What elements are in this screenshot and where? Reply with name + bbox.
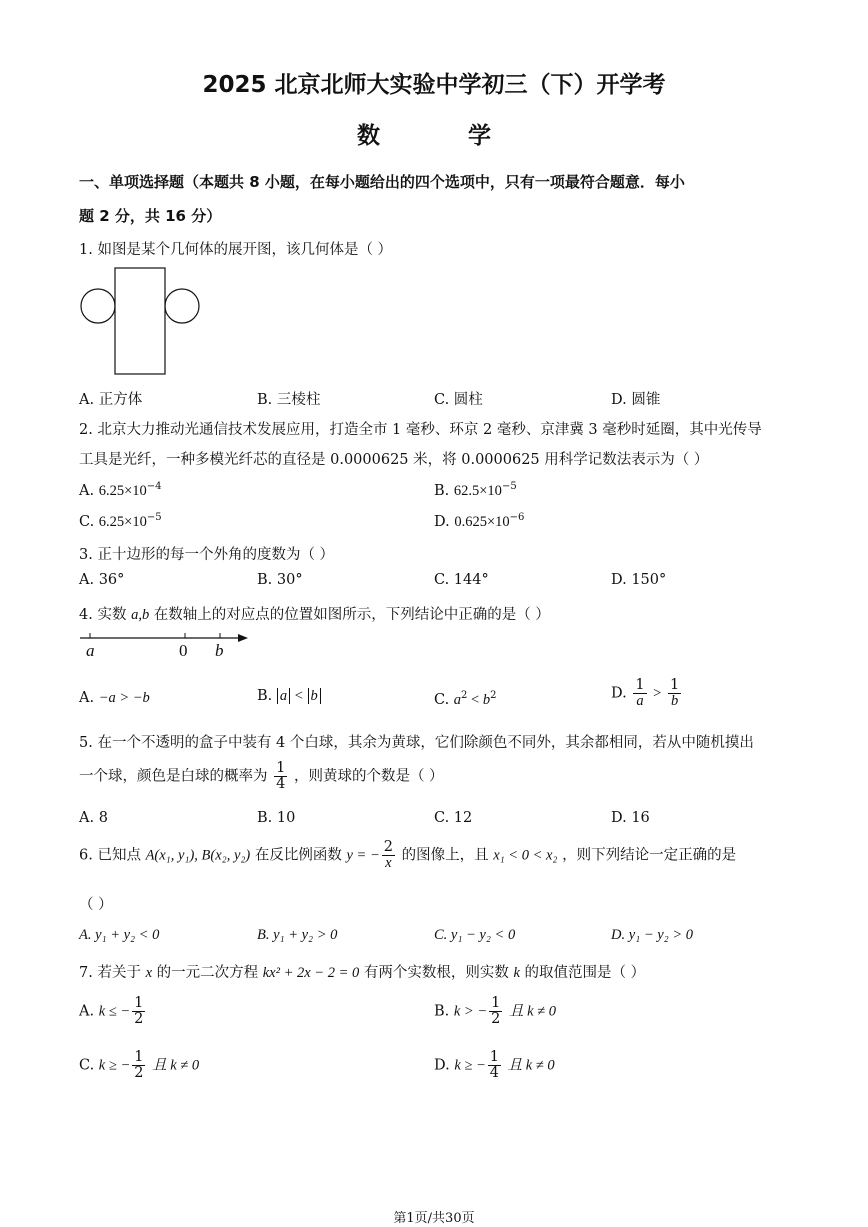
stem-text: 在数轴上的对应点的位置如图所示，下列结论中正确的是（ ） bbox=[153, 607, 550, 623]
option-base: 0.625×10 bbox=[454, 513, 510, 530]
axis-label-b: b bbox=[215, 641, 224, 660]
numerator: 2 bbox=[383, 839, 393, 855]
axis-label-zero: 0 bbox=[179, 641, 188, 660]
q1-option-d: D. 圆锥 bbox=[611, 392, 661, 408]
net-rectangle bbox=[115, 268, 165, 374]
q6-option-c: C. y₁ − y₂ < 0 bbox=[434, 927, 516, 943]
condition-expression: x₁ < 0 < x₂ bbox=[493, 847, 558, 864]
q3-option-a: A. 36° bbox=[79, 572, 125, 588]
axis-arrow bbox=[238, 634, 248, 642]
stem-text: 的取值范围是（ ） bbox=[524, 965, 646, 981]
numerator: 1 bbox=[669, 677, 680, 693]
option-label: D. bbox=[434, 513, 450, 530]
option-label: D. bbox=[611, 685, 627, 702]
fraction-1-over-b bbox=[668, 678, 681, 709]
denominator: 2 bbox=[134, 1065, 144, 1082]
stem-text: 6. 已知点 bbox=[79, 847, 141, 864]
question-3-stem: 3. 正十边形的每一个外角的度数为（ ） bbox=[79, 547, 335, 563]
q7-option-a bbox=[79, 996, 147, 1027]
q1-option-b: B. 三棱柱 bbox=[257, 392, 321, 408]
base-b: b bbox=[482, 691, 491, 708]
question-6-paren: （ ） bbox=[79, 897, 113, 913]
stem-text: 有两个实数根，则实数 bbox=[363, 965, 509, 981]
greater-than: > bbox=[653, 685, 662, 702]
denominator: 4 bbox=[276, 776, 286, 793]
question-1-stem: 1. 如图是某个几何体的展开图，该几何体是（ ） bbox=[79, 242, 393, 258]
subject-heading: 数 学 bbox=[356, 123, 531, 149]
numerator: 1 bbox=[134, 995, 144, 1011]
q1-option-c: C. 圆柱 bbox=[434, 392, 483, 408]
denominator: x bbox=[385, 855, 392, 872]
option-label: C. bbox=[79, 513, 95, 530]
q5-option-a: A. 8 bbox=[79, 810, 108, 826]
option-label: C. bbox=[79, 1057, 95, 1074]
q1-option-a: A. 正方体 bbox=[79, 392, 143, 408]
exponent: 2 bbox=[461, 690, 468, 701]
q2-option-d bbox=[434, 512, 524, 531]
option-expression: k ≤ − bbox=[98, 1003, 131, 1020]
q6-option-a: A. y₁ + y₂ < 0 bbox=[79, 927, 160, 943]
q3-option-c: C. 144° bbox=[434, 572, 489, 588]
option-label: A. bbox=[79, 690, 95, 706]
q7-option-d bbox=[434, 1050, 555, 1081]
q6-option-b: B. y₁ + y₂ > 0 bbox=[257, 927, 338, 943]
numerator: 1 bbox=[489, 1049, 499, 1065]
numerator: 1 bbox=[635, 677, 645, 693]
stem-text: 在反比例函数 bbox=[254, 847, 342, 864]
q5-option-d: D. 16 bbox=[611, 810, 650, 826]
option-exponent: −5 bbox=[501, 481, 517, 492]
q3-option-b: B. 30° bbox=[257, 572, 303, 588]
option-expression: k ≥ − bbox=[98, 1057, 131, 1074]
option-label: B. bbox=[434, 482, 450, 499]
numerator: 1 bbox=[276, 760, 286, 776]
option-label: C. bbox=[434, 691, 450, 708]
option-exponent: −6 bbox=[509, 512, 525, 523]
page-title: 2025 北京北师大实验中学初三（下）开学考 bbox=[202, 72, 666, 98]
less-than: < bbox=[294, 688, 303, 704]
stem-text: 7. 若关于 bbox=[79, 965, 141, 981]
option-expression: k > − bbox=[453, 1003, 488, 1020]
abs-b: b bbox=[308, 688, 321, 704]
stem-text: 4. 实数 bbox=[79, 607, 127, 623]
q4-option-c bbox=[434, 690, 496, 709]
q5-option-c: C. 12 bbox=[434, 810, 473, 826]
stem-text: ，则下列结论一定正确的是 bbox=[562, 847, 737, 864]
axis-label-a: a bbox=[86, 641, 95, 660]
option-base: 62.5×10 bbox=[453, 482, 502, 499]
option-expression: −a > −b bbox=[98, 690, 150, 706]
q5-option-b: B. 10 bbox=[257, 810, 296, 826]
option-exponent: −4 bbox=[146, 481, 162, 492]
option-label: B. bbox=[434, 1003, 450, 1020]
option-fraction bbox=[132, 1050, 145, 1081]
option-label: B. bbox=[257, 688, 273, 704]
denominator: a bbox=[636, 693, 644, 710]
less-than: < bbox=[467, 691, 483, 708]
question-5-line2 bbox=[79, 761, 444, 792]
question-7-stem bbox=[79, 961, 645, 982]
net-figure bbox=[78, 265, 202, 377]
section-heading-cont: 题 2 分，共 16 分） bbox=[79, 207, 222, 225]
equation: kx² + 2x − 2 = 0 bbox=[262, 965, 360, 981]
numerator: 1 bbox=[491, 995, 501, 1011]
option-fraction bbox=[132, 996, 145, 1027]
page-footer: 第1页/共30页 bbox=[393, 1211, 475, 1226]
q7-option-c bbox=[79, 1050, 199, 1081]
question-2-line1: 2. 北京大力推动光通信技术发展应用，打造全市 1 毫秒、环京 2 毫秒、京津冀 3 毫秒时延圈，其中光传导 bbox=[79, 422, 762, 438]
q2-option-b bbox=[434, 481, 517, 500]
base-a: a bbox=[453, 691, 462, 708]
option-label: A. bbox=[79, 1003, 95, 1020]
exponent: 2 bbox=[490, 690, 497, 701]
net-right-circle bbox=[165, 289, 199, 323]
option-label: A. bbox=[79, 482, 95, 499]
q2-option-a bbox=[79, 481, 162, 500]
numerator: 1 bbox=[134, 1049, 144, 1065]
function-fraction bbox=[382, 840, 395, 871]
stem-text: 的一元二次方程 bbox=[156, 965, 259, 981]
denominator: b bbox=[670, 693, 679, 710]
option-condition: 且 k ≠ 0 bbox=[152, 1057, 200, 1074]
denominator: 2 bbox=[134, 1011, 144, 1028]
question-4-stem bbox=[79, 603, 550, 624]
net-left-circle bbox=[81, 289, 115, 323]
stem-text: 的图像上，且 bbox=[401, 847, 489, 864]
variable-x: x bbox=[145, 965, 152, 981]
stem-variables: a,b bbox=[131, 607, 150, 623]
q2-option-c bbox=[79, 512, 162, 531]
question-2-line2: 工具是光纤，一种多模光纤芯的直径是 0.0000625 米，将 0.0000625 用科学记数法表示为（ ） bbox=[79, 452, 709, 468]
abs-a: a bbox=[277, 688, 290, 704]
option-fraction bbox=[489, 996, 502, 1027]
option-expression: k ≥ − bbox=[454, 1057, 486, 1074]
q4-option-a bbox=[79, 690, 150, 707]
option-exponent: −5 bbox=[146, 512, 162, 523]
variable-k: k bbox=[513, 965, 520, 981]
question-5-line1: 5. 在一个不透明的盒子中装有 4 个白球，其余为黄球，它们除颜色不同外，其余都相同，若从中随机摸出 bbox=[79, 735, 754, 751]
fraction-1-over-a bbox=[633, 678, 646, 709]
option-condition: 且 k ≠ 0 bbox=[507, 1057, 555, 1074]
q4-option-d bbox=[611, 678, 683, 709]
option-base: 6.25×10 bbox=[98, 513, 147, 530]
denominator: 4 bbox=[489, 1065, 499, 1082]
option-base: 6.25×10 bbox=[98, 482, 147, 499]
question-6-stem bbox=[79, 840, 736, 871]
q4-option-b bbox=[257, 688, 321, 705]
section-heading: 一、单项选择题（本题共 8 小题，在每小题给出的四个选项中，只有一项最符合题意．每小 bbox=[79, 173, 685, 191]
q3-option-d: D. 150° bbox=[611, 572, 667, 588]
option-fraction bbox=[488, 1050, 501, 1081]
denominator: 2 bbox=[491, 1011, 501, 1028]
option-label: D. bbox=[434, 1057, 450, 1074]
points-expression: A(x₁, y₁), B(x₂, y₂) bbox=[145, 847, 251, 864]
function-lhs: y = − bbox=[346, 847, 380, 864]
number-line bbox=[78, 630, 250, 664]
q6-option-d: D. y₁ − y₂ > 0 bbox=[611, 927, 693, 943]
stem-text: 一个球，颜色是白球的概率为 bbox=[79, 768, 268, 785]
probability-fraction bbox=[274, 761, 287, 792]
q7-option-b bbox=[434, 996, 556, 1027]
stem-text: ，则黄球的个数是（ ） bbox=[293, 768, 444, 785]
option-condition: 且 k ≠ 0 bbox=[508, 1003, 557, 1020]
